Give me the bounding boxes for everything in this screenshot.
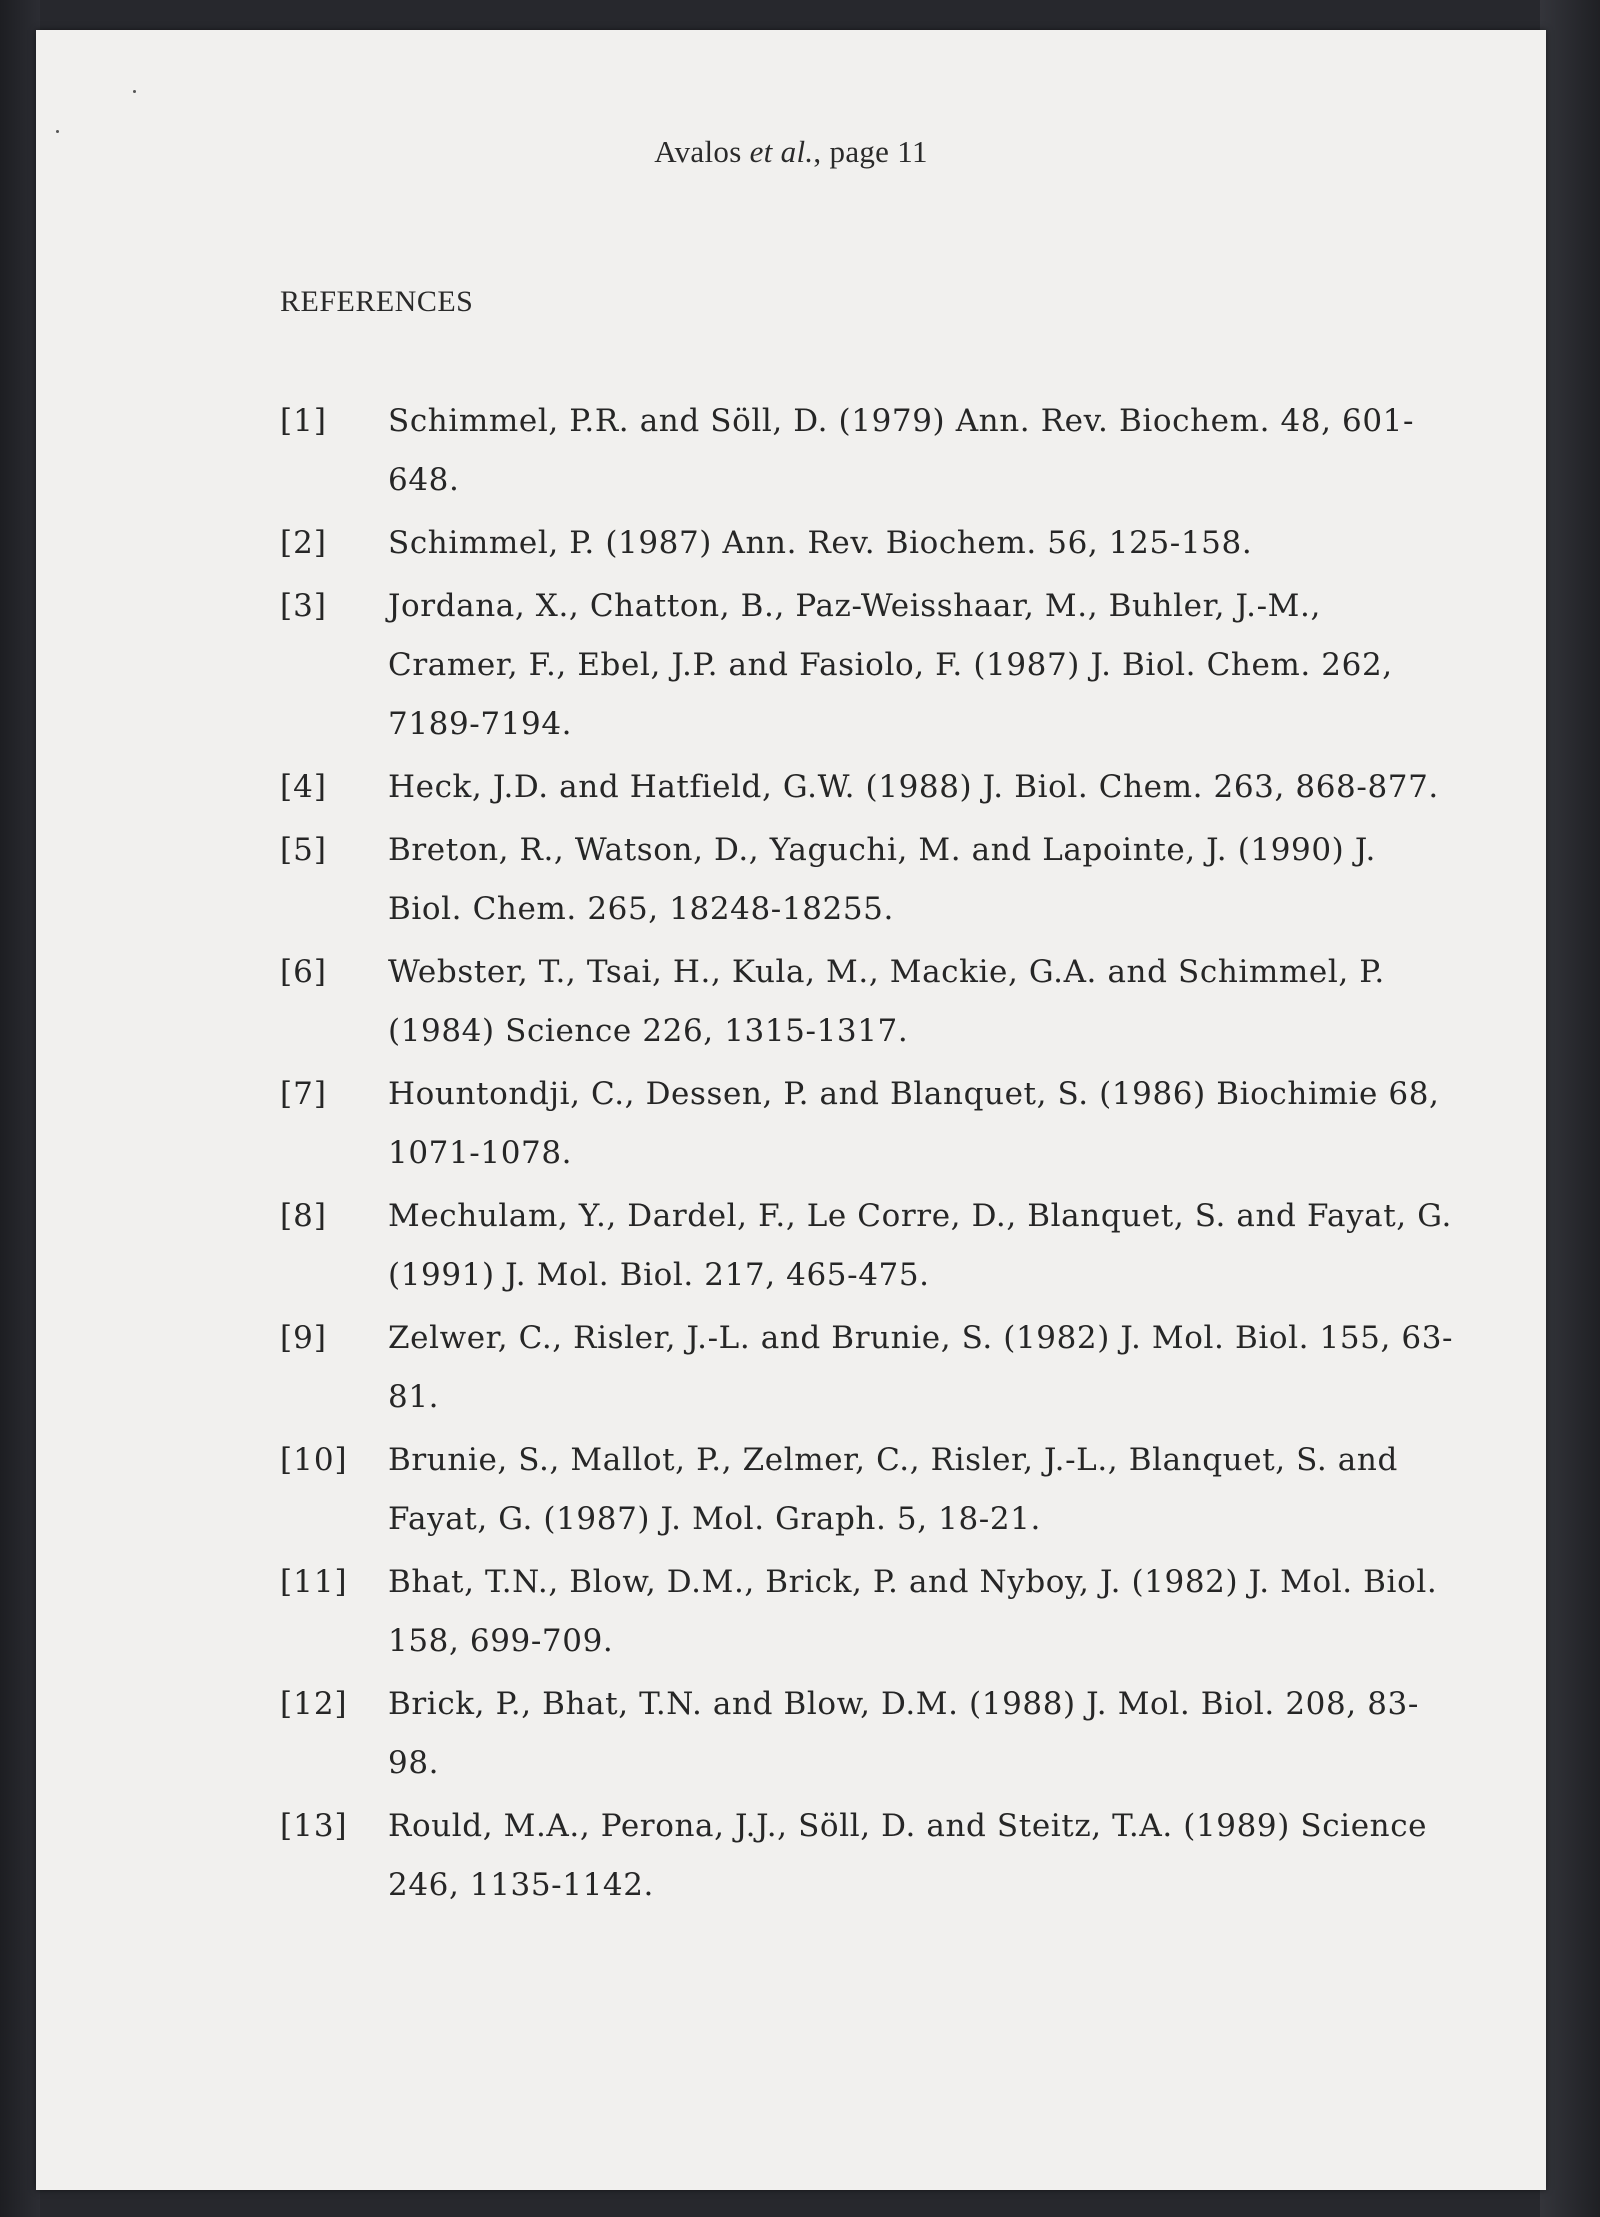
section-title: REFERENCES bbox=[280, 285, 474, 318]
reference-number: [4] bbox=[280, 769, 327, 805]
running-head-page: , page 11 bbox=[813, 134, 928, 169]
scan-backdrop-left bbox=[0, 0, 40, 2217]
reference-item bbox=[280, 1431, 1460, 1549]
document-page bbox=[36, 30, 1546, 2190]
scan-backdrop-right bbox=[1540, 0, 1600, 2217]
reference-item bbox=[280, 392, 1460, 510]
reference-item bbox=[280, 1309, 1460, 1427]
reference-text: Schimmel, P.R. and Söll, D. (1979) Ann. Rev. Biochem. 48, 601-648. bbox=[388, 403, 1415, 498]
reference-number: [13] bbox=[280, 1808, 348, 1844]
reference-number: [10] bbox=[280, 1442, 348, 1478]
reference-list bbox=[280, 392, 1460, 1919]
reference-text: Webster, T., Tsai, H., Kula, M., Mackie, G.A. and Schimmel, P. (1984) Science 226, 1315-1317. bbox=[388, 954, 1385, 1049]
reference-number: [1] bbox=[280, 403, 327, 439]
running-head-author: Avalos bbox=[654, 134, 742, 169]
reference-item bbox=[280, 943, 1460, 1061]
reference-text: Brunie, S., Mallot, P., Zelmer, C., Risler, J.-L., Blanquet, S. and Fayat, G. (1987) J. Mol. Graph. 5, 18-21. bbox=[388, 1442, 1398, 1537]
reference-text: Mechulam, Y., Dardel, F., Le Corre, D., Blanquet, S. and Fayat, G. (1991) J. Mol. Biol. 217, 465-475. bbox=[388, 1198, 1452, 1293]
reference-item bbox=[280, 1675, 1460, 1793]
reference-number: [12] bbox=[280, 1686, 348, 1722]
reference-item bbox=[280, 1065, 1460, 1183]
reference-number: [9] bbox=[280, 1320, 327, 1356]
reference-text: Schimmel, P. (1987) Ann. Rev. Biochem. 56, 125-158. bbox=[388, 525, 1253, 561]
reference-item bbox=[280, 821, 1460, 939]
reference-text: Heck, J.D. and Hatfield, G.W. (1988) J. Biol. Chem. 263, 868-877. bbox=[388, 769, 1439, 805]
reference-number: [7] bbox=[280, 1076, 327, 1112]
reference-item bbox=[280, 514, 1460, 573]
dust-speck bbox=[133, 90, 136, 93]
reference-text: Zelwer, C., Risler, J.-L. and Brunie, S. (1982) J. Mol. Biol. 155, 63-81. bbox=[388, 1320, 1454, 1415]
reference-text: Brick, P., Bhat, T.N. and Blow, D.M. (1988) J. Mol. Biol. 208, 83-98. bbox=[388, 1686, 1419, 1781]
reference-number: [2] bbox=[280, 525, 327, 561]
reference-item bbox=[280, 1797, 1460, 1915]
reference-text: Rould, M.A., Perona, J.J., Söll, D. and Steitz, T.A. (1989) Science 246, 1135-1142. bbox=[388, 1808, 1428, 1903]
reference-number: [8] bbox=[280, 1198, 327, 1234]
reference-item bbox=[280, 1187, 1460, 1305]
dust-speck bbox=[56, 130, 59, 133]
running-head-etal: et al. bbox=[749, 134, 814, 169]
running-head bbox=[36, 134, 1546, 170]
reference-number: [11] bbox=[280, 1564, 348, 1600]
reference-number: [3] bbox=[280, 588, 327, 624]
reference-item bbox=[280, 758, 1460, 817]
reference-text: Jordana, X., Chatton, B., Paz-Weisshaar, M., Buhler, J.-M., Cramer, F., Ebel, J.P. and Fasiolo, F. (1987) J. Biol. Chem. 262, 7189-7194. bbox=[388, 588, 1393, 742]
reference-text: Breton, R., Watson, D., Yaguchi, M. and Lapointe, J. (1990) J. Biol. Chem. 265, 18248-18255. bbox=[388, 832, 1376, 927]
reference-text: Hountondji, C., Dessen, P. and Blanquet, S. (1986) Biochimie 68, 1071-1078. bbox=[388, 1076, 1440, 1171]
reference-item bbox=[280, 577, 1460, 754]
reference-text: Bhat, T.N., Blow, D.M., Brick, P. and Nyboy, J. (1982) J. Mol. Biol. 158, 699-709. bbox=[388, 1564, 1438, 1659]
reference-number: [5] bbox=[280, 832, 327, 868]
reference-number: [6] bbox=[280, 954, 327, 990]
reference-item bbox=[280, 1553, 1460, 1671]
